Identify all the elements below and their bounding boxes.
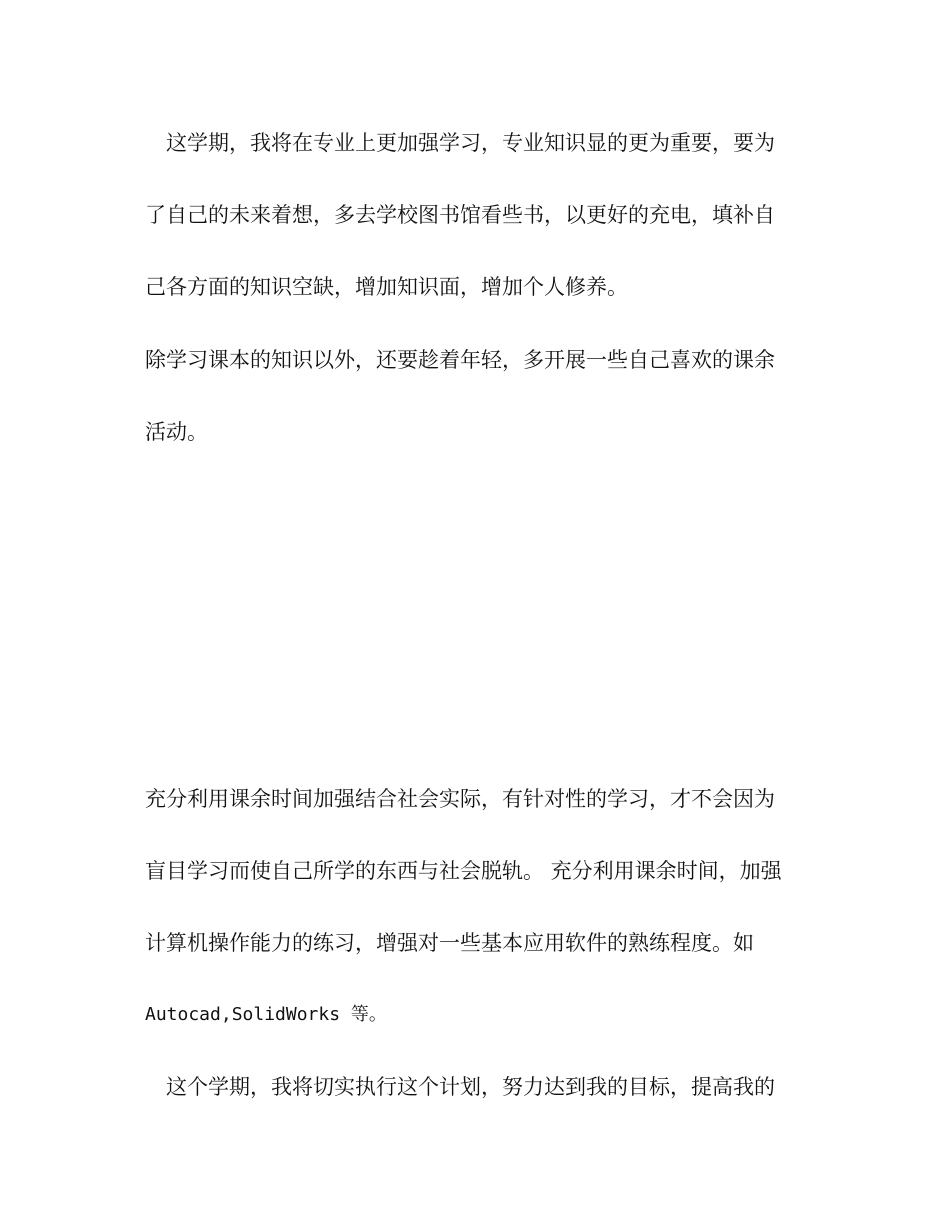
paragraph-line-2: 了自己的未来着想，多去学校图书馆看些书，以更好的充电，填补自 [145, 203, 775, 227]
paragraph-line-1: 这学期，我将在专业上更加强学习，专业知识显的更为重要，要为 [166, 131, 775, 155]
paragraph-line-9: Autocad,SolidWorks 等。 [145, 1004, 387, 1025]
paragraph-line-10: 这个学期，我将切实执行这个计划，努力达到我的目标，提高我的 [166, 1075, 775, 1099]
paragraph-line-5: 活动。 [145, 420, 208, 444]
paragraph-line-4: 除学习课本的知识以外，还要趁着年轻，多开展一些自己喜欢的课余 [145, 348, 775, 372]
paragraph-line-3: 己各方面的知识空缺，增加知识面，增加个人修养。 [145, 275, 628, 299]
paragraph-line-7: 盲目学习而使自己所学的东西与社会脱轨。 充分利用课余时间，加强 [145, 859, 782, 883]
paragraph-line-6: 充分利用课余时间加强结合社会实际，有针对性的学习，才不会因为 [145, 787, 775, 811]
paragraph-line-8: 计算机操作能力的练习，增强对一些基本应用软件的熟练程度。如 [145, 931, 754, 955]
